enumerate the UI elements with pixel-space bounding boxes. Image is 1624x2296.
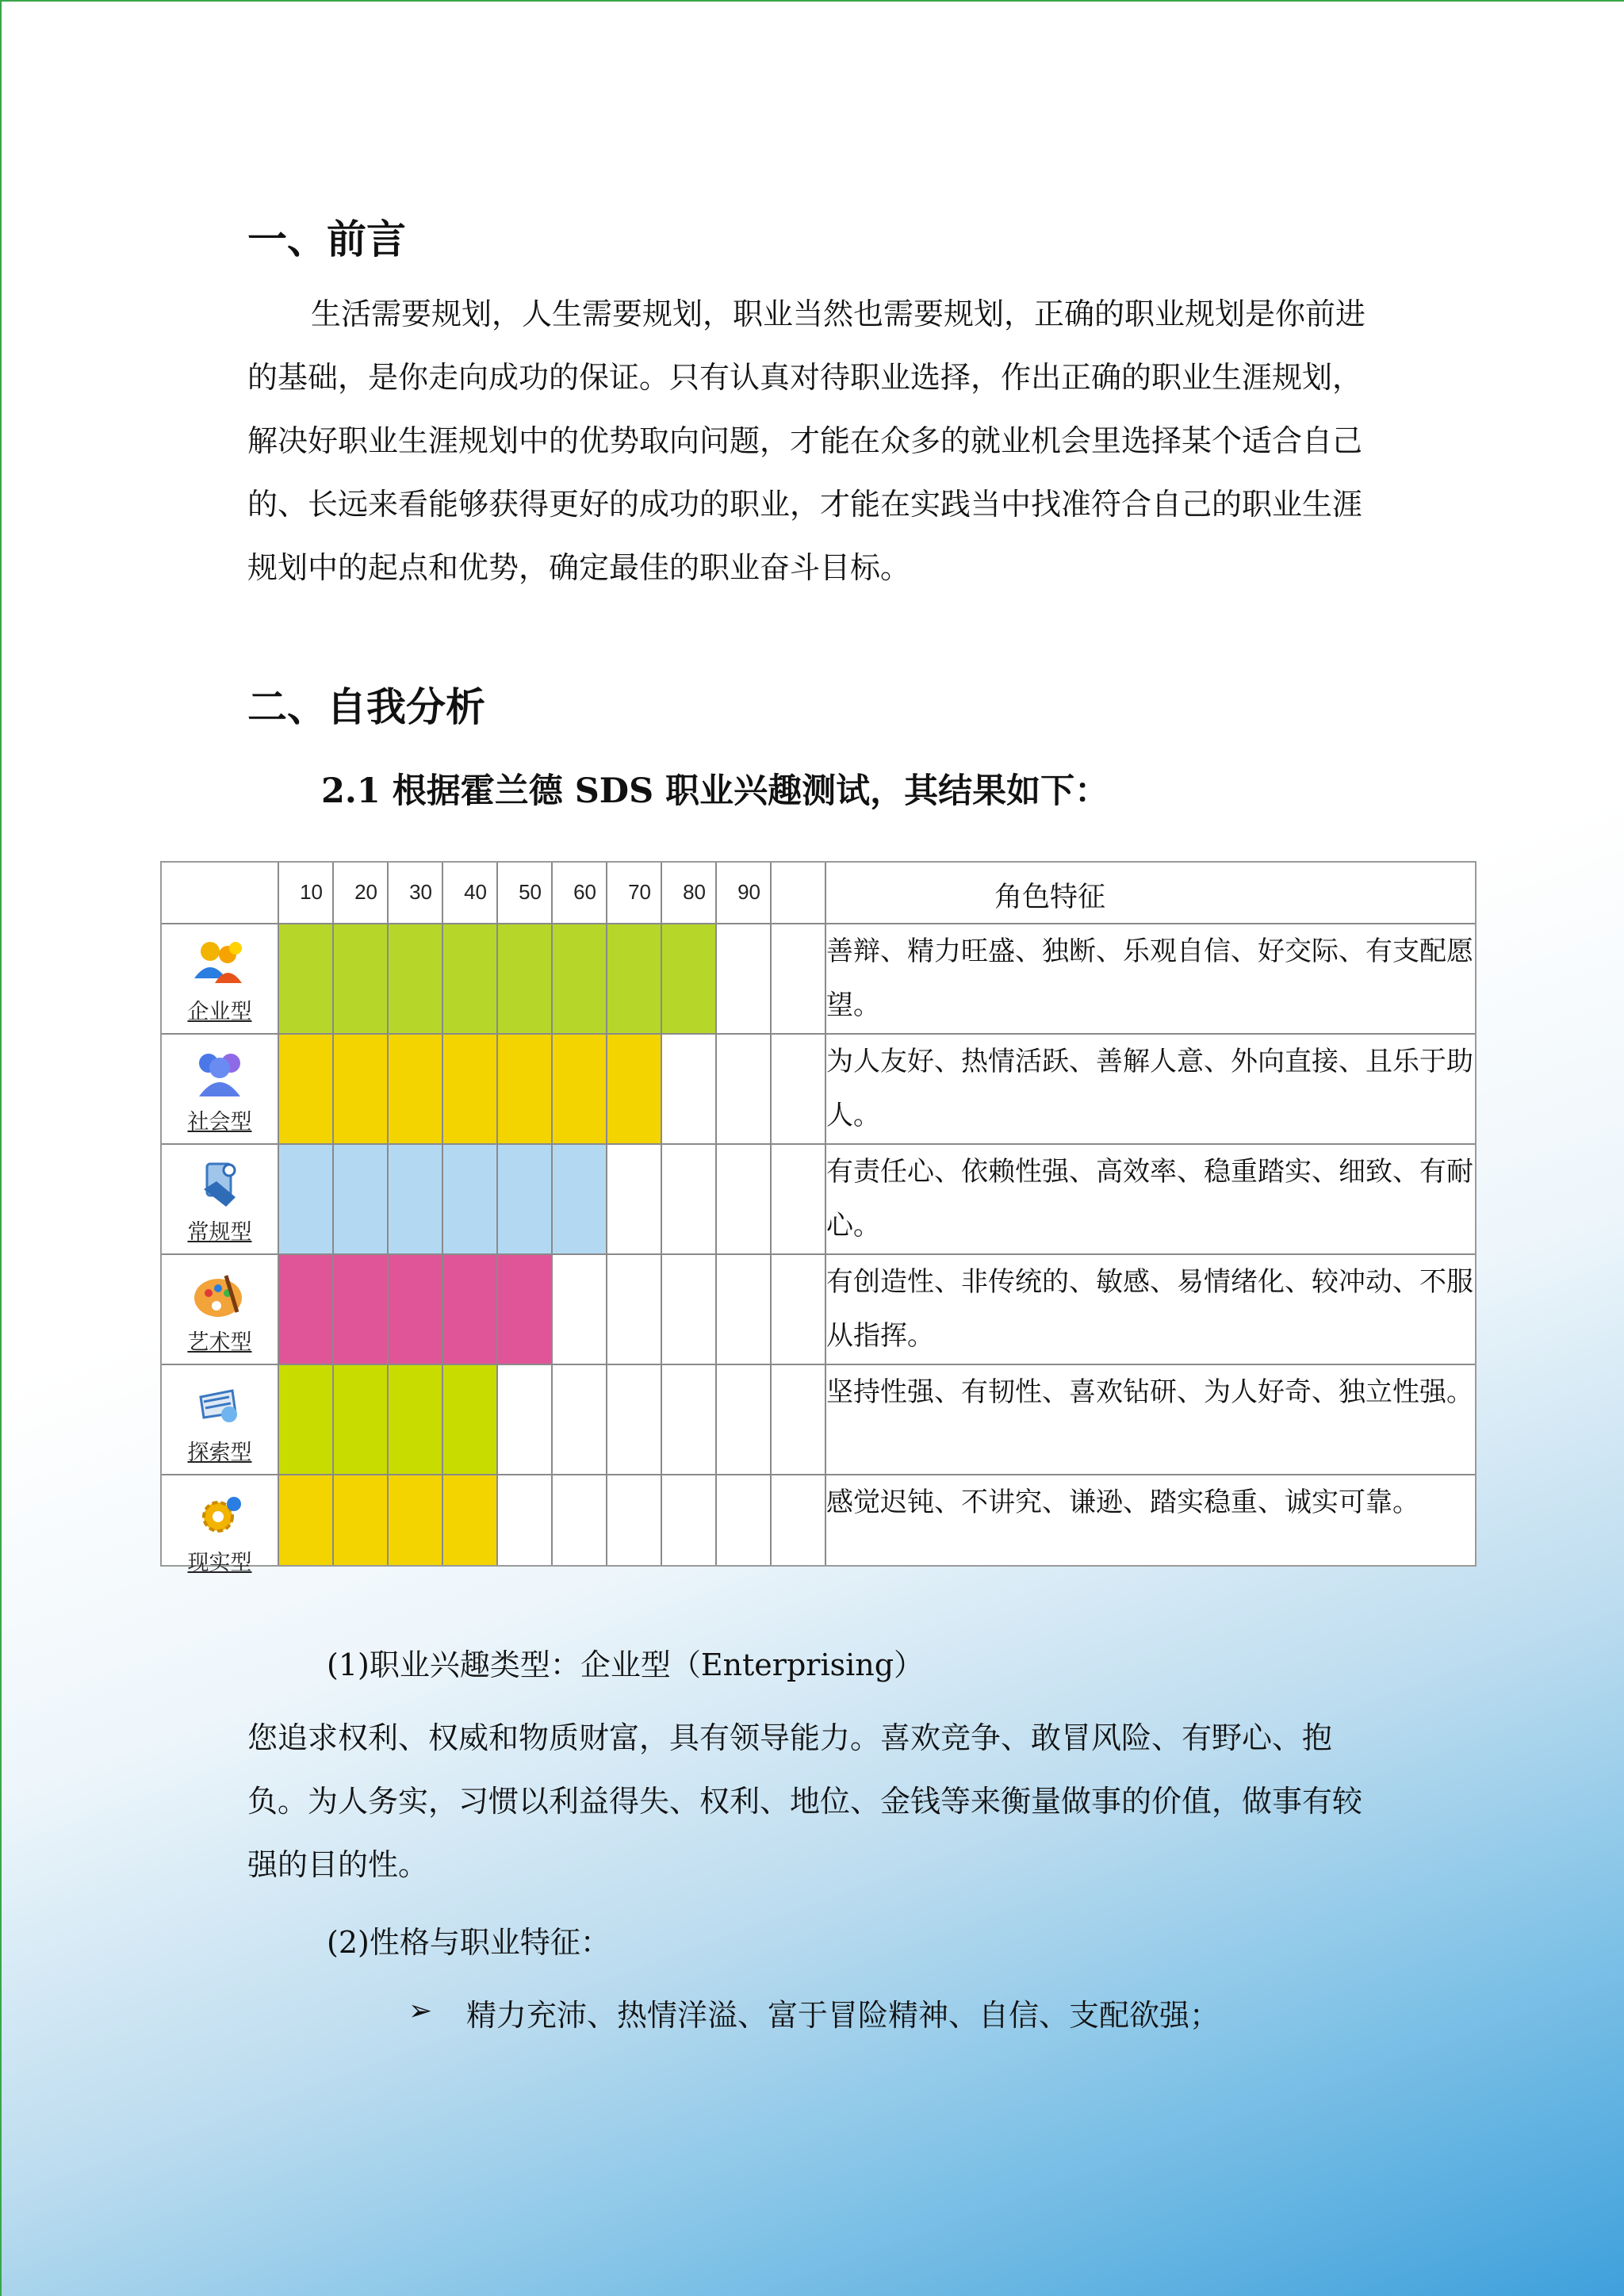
bar-cell: [278, 1474, 332, 1565]
bar-cell: [278, 1033, 332, 1143]
grid-line-vertical: [496, 863, 498, 1565]
bar-cell: [278, 1364, 332, 1474]
preface-paragraph: [247, 282, 1381, 599]
social-icon: [162, 1047, 278, 1103]
type-icon-cell: [162, 1143, 278, 1246]
conventional-icon: [162, 1158, 278, 1213]
section-heading-preface: 一、前言: [247, 216, 406, 262]
bar-cell: [606, 1033, 661, 1143]
grid-line-vertical: [661, 863, 662, 1565]
type-description: 坚持性强、有韧性、喜欢钻研、为人好奇、独立性强。: [826, 1377, 1473, 1407]
bar-cell: [496, 1033, 551, 1143]
type-description: 有责任心、依赖性强、高效率、稳重踏实、细致、有耐心。: [826, 1157, 1473, 1241]
bar-cell: [387, 1143, 442, 1253]
bar-cell: [332, 923, 387, 1033]
type-icon-cell: [162, 1033, 278, 1135]
type-icon-cell: [162, 1364, 278, 1466]
bar-cell: [496, 923, 551, 1033]
interest-type-title: (1)职业兴趣类型：企业型（Enterprising）: [327, 1647, 925, 1682]
bar-cell: [442, 1033, 496, 1143]
grid-line-vertical: [606, 863, 607, 1565]
bar-cell: [332, 1253, 387, 1364]
trait-item: 精力充沛、热情洋溢、富于冒险精神、自信、支配欲强；: [466, 1998, 1220, 2033]
bar-cell: [332, 1364, 387, 1474]
type-icon-cell: [162, 1474, 278, 1576]
bar-cell: [442, 1474, 496, 1565]
bullet-arrow-icon: ➢: [408, 1995, 433, 2027]
bar-cell: [387, 1364, 442, 1474]
grid-line-vertical: [715, 863, 717, 1565]
axis-tick-label: 10: [300, 880, 323, 904]
bar-cell: [661, 923, 715, 1033]
traits-title: (2)性格与职业特征：: [327, 1925, 611, 1960]
type-label: 社会型: [187, 1110, 252, 1134]
type-description: 善辩、精力旺盛、独断、乐观自信、好交际、有支配愿望。: [826, 936, 1473, 1020]
bar-cell: [387, 923, 442, 1033]
axis-tick-label: 80: [683, 880, 706, 904]
section-heading-self-analysis: 二、自我分析: [247, 683, 485, 730]
bar-cell: [387, 1474, 442, 1565]
grid-line-vertical: [278, 863, 279, 1565]
bar-cell: [332, 1143, 387, 1253]
artistic-icon: [162, 1268, 278, 1323]
bar-cell: [442, 1143, 496, 1253]
bar-cell: [278, 1253, 332, 1364]
bar-cell: [387, 1253, 442, 1364]
bar-cell: [387, 1033, 442, 1143]
realistic-icon: [162, 1488, 278, 1544]
type-label: 企业型: [187, 1000, 252, 1024]
axis-tick-label: 30: [409, 880, 432, 904]
sds-result-table: [160, 861, 1477, 1575]
axis-tick-label: 90: [737, 880, 760, 904]
type-description: 为人友好、热情活跃、善解人意、外向直接、且乐于助人。: [826, 1047, 1473, 1131]
interest-text: 您追求权利、权威和物质财富，具有领导能力。喜欢竞争、敢冒风险、有野心、抱负。为人务实，习惯以利益得失、权利、地位、金钱等来衡量做事的价值，做事有较强的目的性。: [247, 1720, 1363, 1882]
type-label: 常规型: [187, 1220, 252, 1244]
type-label: 艺术型: [187, 1330, 252, 1354]
bar-cell: [442, 1364, 496, 1474]
type-label: 探索型: [187, 1441, 252, 1464]
bar-cell: [551, 1143, 606, 1253]
grid-line-vertical: [332, 863, 334, 1565]
type-description: 有创造性、非传统的、敏感、易情绪化、较冲动、不服从指挥。: [826, 1267, 1473, 1351]
bar-cell: [442, 923, 496, 1033]
axis-tick-label: 20: [354, 880, 377, 904]
role-characteristics-header: 角色特征: [994, 882, 1106, 913]
interest-paragraph: [247, 1706, 1381, 1896]
axis-tick-label: 60: [573, 880, 596, 904]
axis-tick-label: 40: [464, 880, 487, 904]
bar-cell: [332, 1033, 387, 1143]
axis-tick-label: 50: [519, 880, 542, 904]
grid-line-vertical: [442, 863, 443, 1565]
grid-line-vertical: [387, 863, 389, 1565]
type-icon-cell: [162, 1253, 278, 1356]
grid-line-vertical: [770, 863, 772, 1565]
bar-cell: [551, 1033, 606, 1143]
investigative-icon: [162, 1378, 278, 1433]
type-icon-cell: [162, 923, 278, 1025]
bar-cell: [606, 923, 661, 1033]
bar-cell: [496, 1253, 551, 1364]
bar-cell: [496, 1143, 551, 1253]
bar-cell: [332, 1474, 387, 1565]
preface-text: 生活需要规划，人生需要规划，职业当然也需要规划，正确的职业规划是你前进的基础，是你走向成功的保证。只有认真对待职业选择，作出正确的职业生涯规划，解决好职业生涯规划中的优势取向问题，才能在众多的就业机会里选择某个适合自己的、长远来看能够获得更好的成功的职业，才能在实践当中找准符合自己的职业生涯规划中的起点和优势，确定最佳的职业奋斗目标。: [247, 297, 1366, 585]
bar-cell: [278, 1143, 332, 1253]
grid-line-vertical: [551, 863, 553, 1565]
enterprising-icon: [162, 937, 278, 993]
type-description: 感觉迟钝、不讲究、谦逊、踏实稳重、诚实可靠。: [826, 1487, 1419, 1517]
axis-tick-label: 70: [628, 880, 651, 904]
bar-cell: [442, 1253, 496, 1364]
sds-subheading: 2.1 根据霍兰德 SDS 职业兴趣测试，其结果如下：: [321, 771, 1109, 811]
type-label: 现实型: [187, 1551, 252, 1575]
bar-cell: [551, 923, 606, 1033]
bar-cell: [278, 923, 332, 1033]
